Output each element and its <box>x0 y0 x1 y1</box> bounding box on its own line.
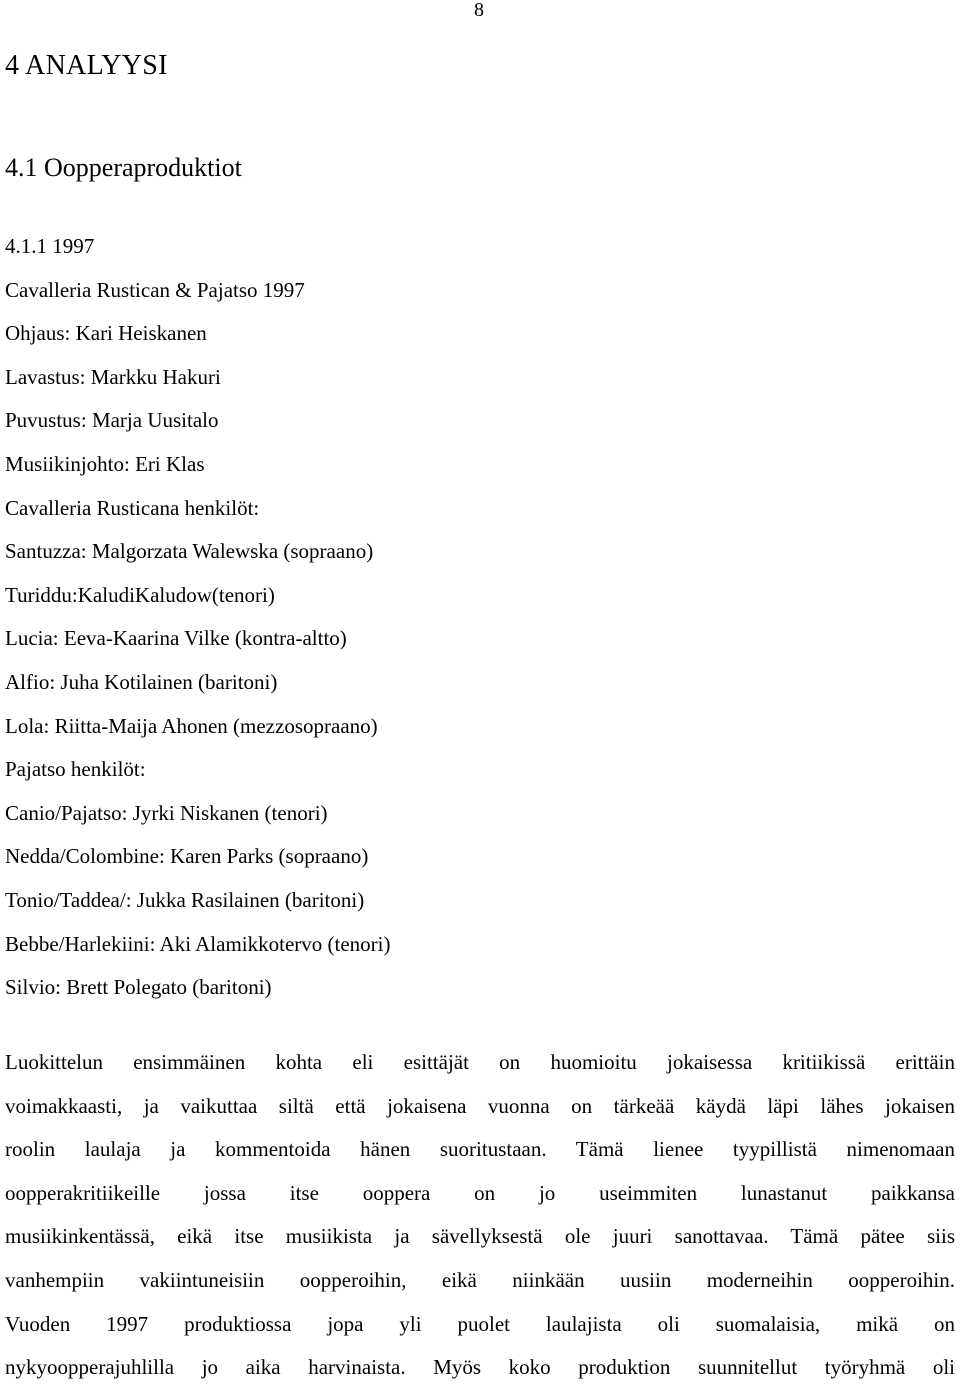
credit-costume-design: Puvustus: Marja Uusitalo <box>5 408 219 433</box>
paragraph-line: roolin laulaja ja kommentoida hänen suoritustaan. Tämä lienee tyypillistä nimenomaan <box>5 1137 955 1162</box>
cast-member: Santuzza: Malgorzata Walewska (sopraano) <box>5 539 374 564</box>
paragraph-line: Luokittelun ensimmäinen kohta eli esittäjät on huomioitu jokaisessa kritiikissä erittäin <box>5 1050 955 1074</box>
cast-member: Lucia: Eeva-Kaarina Vilke (kontra-altto) <box>5 626 347 651</box>
cast-heading-cavalleria: Cavalleria Rusticana henkilöt: <box>5 495 260 520</box>
section-heading: 4.1 Oopperaproduktiot <box>5 153 242 182</box>
paragraph-line: nykyoopperajuhlilla jo aika harvinaista. Myös koko produktion suunnitellut työryhmä oli <box>5 1355 955 1380</box>
cast-member: Canio/Pajatso: Jyrki Niskanen (tenori) <box>5 800 328 825</box>
cast-member: Alfio: Juha Kotilainen (baritoni) <box>5 669 278 694</box>
production-credits-list <box>5 225 391 1010</box>
paragraph-line: oopperakritiikeille jossa itse ooppera on jo useimmiten lunastanut paikkansa <box>5 1180 955 1205</box>
cast-member: Lola: Riitta-Maija Ahonen (mezzosopraano) <box>5 713 378 738</box>
cast-member: Turiddu:KaludiKaludow(tenori) <box>5 582 275 607</box>
cast-member: Tonio/Taddea/: Jukka Rasilainen (baritoni) <box>5 887 365 912</box>
paragraph-line: musiikinkentässä, eikä itse musiikista ja sävellyksestä ole juuri sanottavaa. Tämä pätee siis <box>5 1224 955 1249</box>
paragraph-line: Vuoden 1997 produktiossa jopa yli puolet laulajista oli suomalaisia, mikä on <box>5 1311 955 1336</box>
paragraph-line: vanhempiin vakiintuneisiin oopperoihin, eikä niinkään uusiin moderneihin oopperoihin. <box>5 1267 955 1292</box>
cast-heading-pajatso: Pajatso henkilöt: <box>5 757 146 782</box>
cast-member: Silvio: Brett Polegato (baritoni) <box>5 975 272 1000</box>
cast-member: Bebbe/Harlekiini: Aki Alamikkotervo (tenori) <box>5 931 391 956</box>
credit-set-design: Lavastus: Markku Hakuri <box>5 364 221 389</box>
cast-member: Nedda/Colombine: Karen Parks (sopraano) <box>5 844 369 869</box>
subsection-heading: 4.1.1 1997 <box>5 234 95 258</box>
credit-conductor: Musiikinjohto: Eri Klas <box>5 451 205 476</box>
credit-director: Ohjaus: Kari Heiskanen <box>5 321 207 346</box>
body-paragraph <box>5 1041 955 1390</box>
chapter-heading: 4 ANALYYSI <box>5 50 168 81</box>
paragraph-line: voimakkaasti, ja vaikuttaa siltä että jokaisena vuonna on tärkeää käydä läpi lähes jokaisen <box>5 1093 955 1118</box>
production-title: Cavalleria Rustican & Pajatso 1997 <box>5 277 305 302</box>
page-number: 8 <box>474 0 484 21</box>
